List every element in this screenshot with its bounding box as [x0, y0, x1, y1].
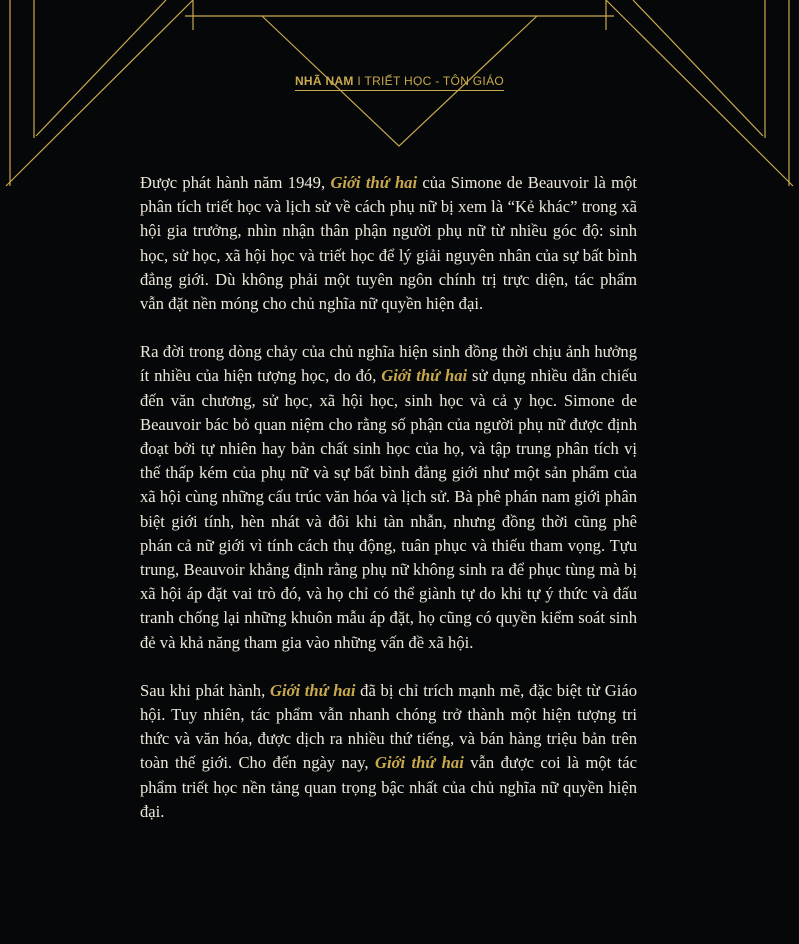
- book-title: Giới thứ hai: [269, 680, 356, 700]
- paragraph-text: Được phát hành năm 1949,: [140, 173, 331, 192]
- book-title: Giới thứ hai: [374, 753, 464, 773]
- paragraph-text: vẫn được coi là một tác phẩm triết học nền tảng quan trọng bậc nhất của chủ nghĩa nữ quyền hiện đại.: [140, 753, 637, 821]
- description-body: [140, 171, 637, 848]
- paragraph-2: [140, 340, 637, 655]
- paragraph-text: sử dụng nhiều dẫn chiếu đến văn chương, sử học, xã hội học, sinh học và cả y học. Simone de Beauvoir bác bỏ quan niệm cho rằng số phận của người phụ nữ được định đoạt bởi tự nhiên hay bản chất sinh học của họ, và tập trung phân tích vị thế thấp kém của phụ nữ và sự bất bình đẳng giới như một sản phẩm của xã hội cùng những cấu trúc văn hóa và lịch sử. Bà phê phán nam giới phân biệt giới tính, hèn nhát và đôi khi tàn nhẫn, nhưng đồng thời cũng phê phán cả nữ giới vì tính cách thụ động, tuân phục và thiếu tham vọng. Tựu trung, Beauvoir khẳng định rằng phụ nữ không sinh ra để phục tùng mà bị xã hội áp đặt vai trò đó, và họ chỉ có thể giành tự do khi tự ý thức và đấu tranh chống lại những khuôn mẫu áp đặt, họ cũng có quyền kiểm soát sinh đẻ và khả năng tham gia vào những vấn đề xã hội.: [140, 366, 637, 652]
- paragraph-text: đã bị chỉ trích mạnh mẽ, đặc biệt từ Giáo hội. Tuy nhiên, tác phẩm vẫn nhanh chóng trở thành một hiện tượng tri thức và văn hóa, được dịch ra nhiều thứ tiếng, và bán hàng triệu bản trên toàn thế giới. Cho đến ngày nay,: [140, 680, 637, 773]
- header-separator: I: [357, 74, 362, 88]
- paragraph-3: [140, 679, 637, 824]
- book-title: Giới thứ hai: [330, 173, 418, 192]
- paragraph-text: Sau khi phát hành,: [140, 680, 270, 700]
- header: [0, 74, 799, 91]
- paragraph-1: [140, 171, 637, 316]
- paragraph-text: của Simone de Beauvoir là một phân tích triết học và lịch sử về cách phụ nữ bị xem là “Kẻ khác” trong xã hội gia trưởng, nhìn nhận thân phận người phụ nữ từ nhiều góc độ: sinh học, sử học, xã hội học và triết học để lý giải nguyên nhân của sự bất bình đẳng giới. Dù không phải một tuyên ngôn chính trị trực diện, tác phẩm vẫn đặt nền móng cho chủ nghĩa nữ quyền hiện đại.: [140, 173, 637, 314]
- book-title: Giới thứ hai: [381, 366, 468, 386]
- publisher-brand: NHÃ NAM: [294, 74, 354, 88]
- right-inner-diagonal: [633, 0, 763, 136]
- header-category: TRIẾT HỌC - TÔN GIÁO: [364, 74, 505, 88]
- header-label: [295, 74, 504, 91]
- paragraph-text: Ra đời trong dòng chảy của chủ nghĩa hiện sinh đồng thời chịu ảnh hưởng ít nhiều của hiện tượng học, do đó,: [140, 342, 637, 386]
- left-inner-diagonal: [36, 0, 166, 136]
